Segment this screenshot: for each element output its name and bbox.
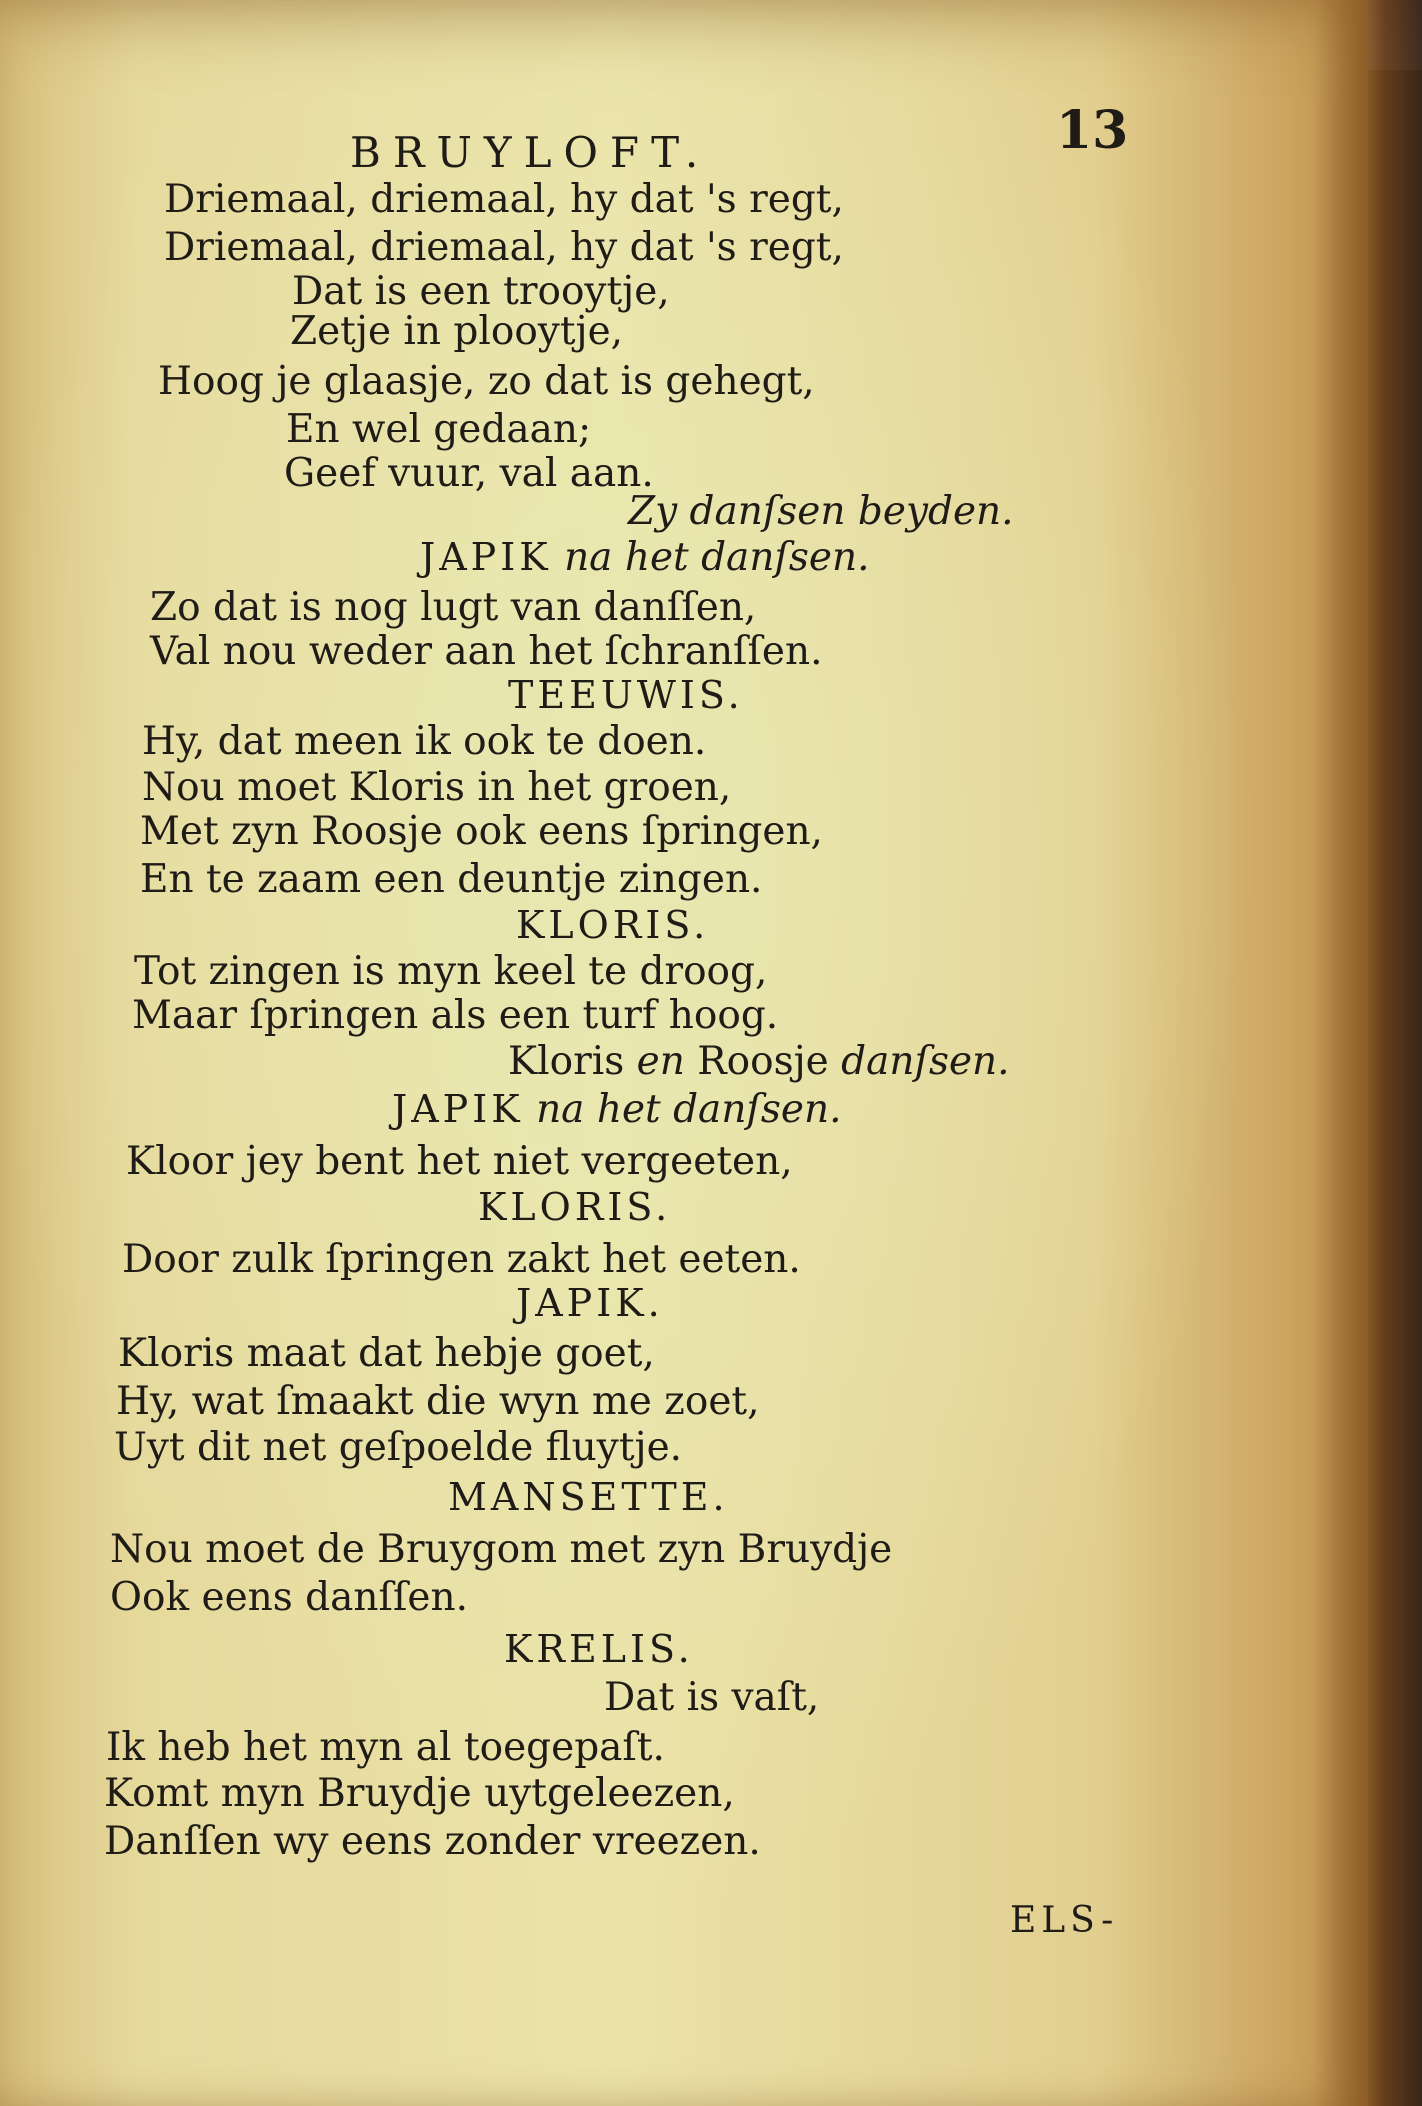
speaker-heading: TEEUWIS. xyxy=(508,673,744,717)
verse-line: Uyt dit net geſpoelde fluytje. xyxy=(114,1425,683,1470)
speaker-heading: JAPIK. xyxy=(516,1281,664,1325)
speaker-note: na het danſsen. xyxy=(536,1087,842,1132)
stage-direction-part: en xyxy=(636,1039,685,1084)
verse-line: Dat is vaſt, xyxy=(604,1675,820,1720)
verse-line: Val nou weder aan het ſchranſſen. xyxy=(150,629,823,674)
stage-direction-part: danſsen. xyxy=(841,1039,1010,1084)
speaker-heading xyxy=(392,1087,842,1132)
verse-line: Danſſen wy eens zonder vreezen. xyxy=(104,1819,761,1864)
verse-line: Driemaal, driemaal, hy dat 's regt, xyxy=(164,225,844,270)
verse-line: Kloris maat dat hebje goet, xyxy=(118,1331,655,1376)
speaker-heading xyxy=(420,535,870,580)
speaker-heading: KLORIS. xyxy=(516,903,710,947)
verse-line: En wel gedaan; xyxy=(286,407,592,452)
verse-line: Maar ſpringen als een turf hoog. xyxy=(132,993,779,1038)
verse-line: Ook eens danſſen. xyxy=(110,1575,468,1620)
speaker-heading: KLORIS. xyxy=(478,1185,672,1229)
stage-direction-part: Roosje xyxy=(697,1039,829,1084)
verse-line: Geef vuur, val aan. xyxy=(284,451,654,496)
speaker-name: JAPIK xyxy=(420,535,552,579)
verse-line: Zetje in plooytje, xyxy=(290,309,624,354)
speaker-name: JAPIK xyxy=(392,1087,524,1131)
verse-line: Nou moet de Bruygom met zyn Bruydje xyxy=(110,1527,893,1572)
speaker-heading: KRELIS. xyxy=(504,1627,694,1671)
verse-line: Hy, dat meen ik ook te doen. xyxy=(142,719,707,764)
verse-line: Met zyn Roosje ook eens ſpringen, xyxy=(140,809,823,854)
verse-line: Tot zingen is myn keel te droog, xyxy=(134,949,768,994)
verse-line: En te zaam een deuntje zingen. xyxy=(140,857,763,902)
verse-line: Hy, wat ſmaakt die wyn me zoet, xyxy=(116,1379,760,1424)
verse-line: Komt myn Bruydje uytgeleezen, xyxy=(104,1771,735,1816)
speaker-note: na het danſsen. xyxy=(564,535,870,580)
verse-line: Dat is een trooytje, xyxy=(292,269,670,314)
speaker-heading: MANSETTE. xyxy=(448,1475,729,1519)
verse-line: Hoog je glaasje, zo dat is gehegt, xyxy=(158,359,815,404)
verse-line: Zo dat is nog lugt van danſſen, xyxy=(150,585,757,630)
stage-direction: Zy danſsen beyden. xyxy=(628,489,1014,534)
catchword: ELS- xyxy=(1010,1900,1119,1941)
page-number: 13 xyxy=(1056,100,1129,161)
stage-direction-part: Kloris xyxy=(508,1039,625,1084)
running-head: BRUYLOFT. xyxy=(350,128,711,177)
verse-line: Driemaal, driemaal, hy dat 's regt, xyxy=(164,177,844,222)
verse-line: Ik heb het myn al toegepaſt. xyxy=(106,1725,665,1770)
verse-line: Door zulk ſpringen zakt het eeten. xyxy=(122,1237,801,1282)
stage-direction xyxy=(508,1039,1010,1084)
verse-line: Kloor jey bent het niet vergeeten, xyxy=(126,1139,793,1184)
verse-line: Nou moet Kloris in het groen, xyxy=(142,765,732,810)
